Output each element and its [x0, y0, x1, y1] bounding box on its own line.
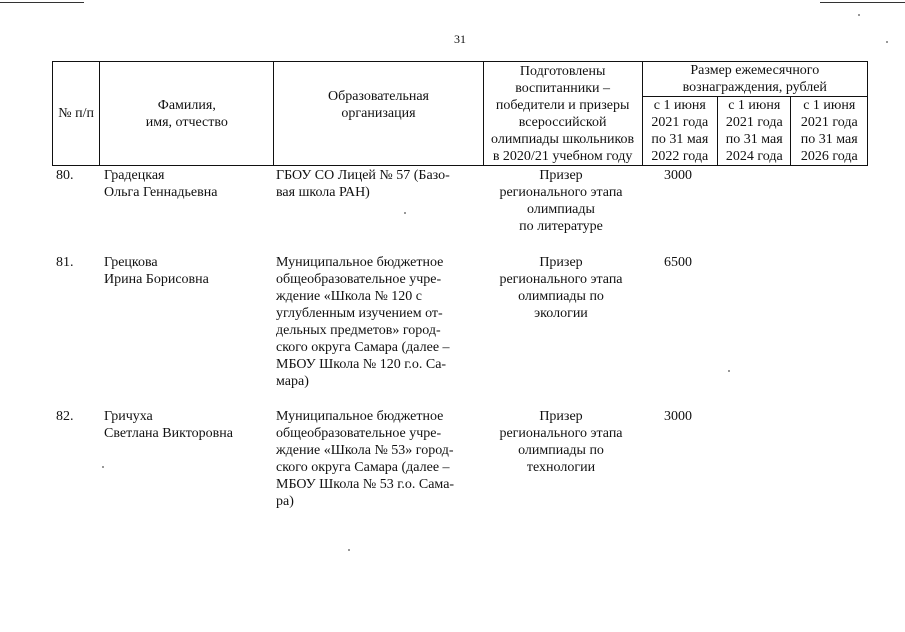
- award-line: технологии: [526, 460, 596, 475]
- header-amount: [642, 62, 867, 97]
- organization-line: вая школа РАН): [276, 185, 370, 200]
- header-amount-line: Размер ежемесячного: [690, 63, 820, 78]
- award-line: экологии: [534, 306, 588, 321]
- organization-line: МБОУ Школа № 120 г.о. Са-: [276, 357, 447, 372]
- period-line: по 31 мая: [651, 132, 709, 147]
- organization-line: ского округа Самара (далее –: [276, 340, 450, 355]
- organization-line: ра): [276, 494, 294, 509]
- organization: [276, 167, 476, 201]
- award-line: регионального этапа: [499, 185, 623, 200]
- organization-line: Муниципальное бюджетное: [276, 255, 444, 270]
- scan-speck: [348, 549, 350, 551]
- person-name-line: Ирина Борисовна: [104, 272, 209, 287]
- header-period: [791, 97, 868, 166]
- row-number: 81.: [56, 255, 74, 270]
- award-amount: 6500: [664, 255, 692, 270]
- award-line: олимпиады: [527, 202, 595, 217]
- organization: [276, 254, 476, 390]
- period-line: 2024 года: [725, 149, 783, 164]
- header-prepared-line: в 2020/21 учебном году: [492, 148, 633, 164]
- period-line: 2021 года: [800, 115, 858, 130]
- award-amount: 3000: [664, 168, 692, 183]
- period-line: 2021 года: [651, 115, 709, 130]
- header-period: [718, 97, 791, 166]
- row-number: 80.: [56, 168, 74, 183]
- header-prepared-line: воспитанники –: [515, 80, 611, 96]
- award-description: [482, 167, 640, 235]
- header-amount-line: вознаграждения, рублей: [682, 80, 827, 95]
- top-border-line: [0, 2, 84, 3]
- page-number: 31: [454, 32, 466, 46]
- award-line: Призер: [539, 255, 583, 270]
- organization-line: ждение «Школа № 53» город-: [276, 443, 454, 458]
- header-period: [642, 97, 717, 166]
- person-name-line: Градецкая: [104, 168, 165, 183]
- person-name-line: Ольга Геннадьевна: [104, 185, 218, 200]
- header-prepared-line: всероссийской: [518, 114, 607, 130]
- organization-line: углубленным изучением от-: [276, 306, 443, 321]
- award-line: Призер: [539, 168, 583, 183]
- header-org-line: Образовательная: [327, 89, 429, 104]
- header-prepared: [483, 62, 642, 166]
- table-header: [52, 61, 868, 166]
- header-name-line: Фамилия,: [157, 97, 216, 113]
- award-line: регионального этапа: [499, 426, 623, 441]
- award-line: олимпиады по: [518, 443, 604, 458]
- scan-speck: [886, 41, 888, 43]
- person-name-line: Грецкова: [104, 255, 158, 270]
- scan-speck: [404, 212, 406, 214]
- header-prepared-line: победители и призеры: [495, 97, 630, 113]
- award-description: [482, 408, 640, 476]
- scan-speck: [858, 14, 860, 16]
- organization-line: ГБОУ СО Лицей № 57 (Базо-: [276, 168, 450, 183]
- period-line: по 31 мая: [800, 132, 858, 147]
- header-org-line: организация: [341, 106, 416, 121]
- header-name-line: имя, отчество: [145, 114, 228, 130]
- organization-line: дельных предметов» город-: [276, 323, 441, 338]
- header-prepared-line: Подготовлены: [519, 63, 606, 79]
- award-line: регионального этапа: [499, 272, 623, 287]
- scan-speck: [102, 466, 104, 468]
- organization-line: мара): [276, 374, 309, 389]
- period-line: с 1 июня: [803, 98, 856, 113]
- header-num: № п/п: [53, 62, 100, 166]
- organization-line: общеобразовательное учре-: [276, 272, 442, 287]
- award-line: Призер: [539, 409, 583, 424]
- row-number: 82.: [56, 409, 74, 424]
- period-line: по 31 мая: [725, 132, 783, 147]
- period-line: с 1 июня: [728, 98, 781, 113]
- award-amount: 3000: [664, 409, 692, 424]
- scan-speck: [728, 370, 730, 372]
- award-description: [482, 254, 640, 322]
- top-border-line: [820, 2, 905, 3]
- header-name: [100, 62, 274, 166]
- header-organization: [274, 62, 483, 166]
- person-name-line: Гричуха: [104, 409, 153, 424]
- header-prepared-line: олимпиады школьников: [491, 131, 635, 147]
- person-name: [104, 408, 269, 442]
- organization-line: общеобразовательное учре-: [276, 426, 442, 441]
- organization-line: ждение «Школа № 120 с: [276, 289, 423, 304]
- person-name: [104, 254, 269, 288]
- period-line: 2026 года: [800, 149, 858, 164]
- award-line: по литературе: [519, 219, 603, 234]
- person-name: [104, 167, 269, 201]
- organization-line: Муниципальное бюджетное: [276, 409, 444, 424]
- award-line: олимпиады по: [518, 289, 604, 304]
- period-line: с 1 июня: [653, 98, 706, 113]
- organization-line: МБОУ Школа № 53 г.о. Сама-: [276, 477, 455, 492]
- person-name-line: Светлана Викторовна: [104, 426, 233, 441]
- period-line: 2021 года: [725, 115, 783, 130]
- organization-line: ского округа Самара (далее –: [276, 460, 450, 475]
- period-line: 2022 года: [651, 149, 709, 164]
- organization: [276, 408, 476, 510]
